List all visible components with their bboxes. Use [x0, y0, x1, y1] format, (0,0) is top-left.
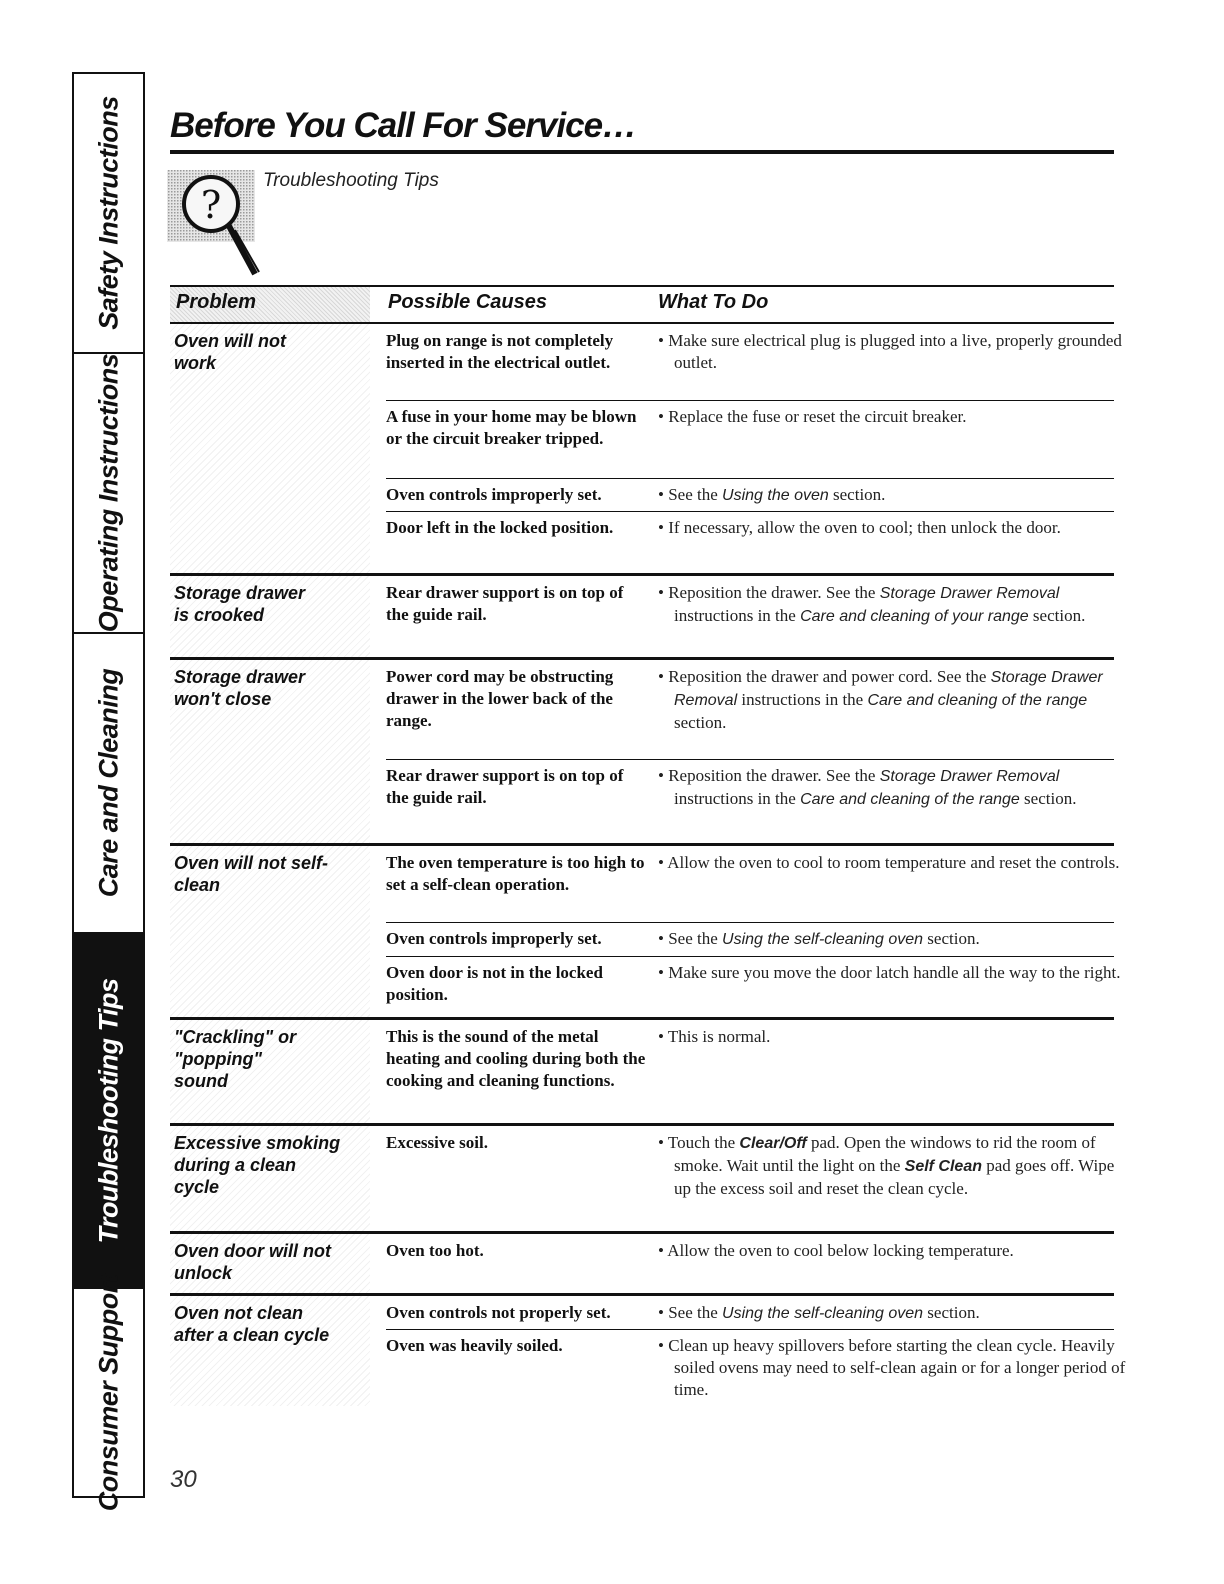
page-number: 30	[170, 1466, 197, 1493]
todo-run: Replace the fuse or reset the circuit breaker.	[668, 407, 967, 426]
todo-text: • Clean up heavy spillovers before starting the clean cycle. Heavily soiled ovens may need to self-clean again or for a longer period of time.	[658, 1336, 1126, 1399]
section-tabs	[72, 72, 145, 1511]
problem-label: Oven will not self-clean	[174, 853, 329, 895]
problem-group	[170, 324, 1122, 576]
cause-row	[386, 576, 1114, 656]
todo-run: See the	[668, 1303, 723, 1322]
cause-text: Excessive soil.	[386, 1133, 488, 1152]
control-pad-name: Clear/Off	[739, 1135, 807, 1152]
cause-text: The oven temperature is too high to set a self-clean operation.	[386, 853, 645, 894]
tab-care-and-cleaning[interactable]: Care and Cleaning	[74, 634, 143, 934]
section-reference: Storage Drawer Removal	[879, 768, 1060, 785]
tab-consumer-support[interactable]: Consumer Support	[93, 1274, 123, 1511]
svg-text:?: ?	[200, 183, 222, 227]
cause-row	[386, 660, 1114, 758]
problem-group	[170, 1234, 1114, 1296]
cause-text: This is the sound of the metal heating and cooling during both the cooking and cleaning functions.	[386, 1027, 646, 1090]
problem-group	[170, 660, 1114, 846]
todo-run: Touch the	[667, 1133, 740, 1152]
todo-run: Reposition the drawer. See the	[668, 766, 880, 785]
todo-run: instructions in the	[674, 606, 801, 625]
cause-text: Oven too hot.	[386, 1241, 484, 1260]
cause-row	[386, 400, 1114, 478]
cause-row	[386, 1020, 1114, 1122]
todo-text: • See the Using the oven section.	[658, 485, 886, 504]
todo-run: Make sure electrical plug is plugged into a live, properly grounded outlet.	[668, 331, 1122, 372]
problem-label: Storage drawer is crooked	[174, 583, 306, 625]
todo-run: section.	[674, 713, 727, 732]
todo-run: See the	[668, 929, 723, 948]
todo-text: • Touch the Clear/Off pad. Open the windows to rid the room of smoke. Wait until the light on the Self Clean pad goes off. Wipe up the excess soil and reset the clean cycle.	[658, 1133, 1115, 1198]
todo-text: • Replace the fuse or reset the circuit breaker.	[658, 407, 967, 426]
problem-group	[170, 1126, 1114, 1234]
todo-text: • Allow the oven to cool to room temperature and reset the controls.	[658, 853, 1120, 872]
todo-text: • See the Using the self-cleaning oven section.	[658, 929, 980, 948]
cause-row	[386, 759, 1114, 843]
todo-run: Clean up heavy spillovers before starting the clean cycle. Heavily soiled ovens may need to self-clean again or for a longer period of time.	[668, 1336, 1126, 1399]
section-subtitle: Troubleshooting Tips	[263, 170, 439, 191]
question-magnifier-icon	[165, 170, 265, 282]
section-reference: Care and cleaning of the range	[867, 692, 1088, 709]
todo-run: Reposition the drawer. See the	[668, 583, 880, 602]
section-reference: Storage Drawer Removal	[879, 585, 1060, 602]
cause-text: Power cord may be obstructing drawer in the lower back of the range.	[386, 667, 614, 730]
problem-label: Oven door will not unlock	[174, 1241, 331, 1283]
todo-run: section.	[1028, 606, 1086, 625]
problem-group	[170, 576, 1114, 660]
section-reference: Storage Drawer Removal	[674, 669, 1103, 709]
todo-run: section.	[923, 1303, 980, 1322]
todo-text: • See the Using the self-cleaning oven section.	[658, 1303, 980, 1322]
todo-run: section.	[1019, 789, 1077, 808]
control-pad-name: Self Clean	[904, 1158, 982, 1175]
cause-text: Rear drawer support is on top of the guide rail.	[386, 766, 624, 807]
page-title: Before You Call For Service…	[170, 106, 637, 145]
todo-run: instructions in the	[674, 789, 801, 808]
todo-run: Allow the oven to cool to room temperature and reset the controls.	[667, 853, 1120, 872]
section-reference: Care and cleaning of your range	[800, 608, 1029, 625]
todo-run: If necessary, allow the oven to cool; then unlock the door.	[668, 518, 1061, 537]
todo-text: • Make sure electrical plug is plugged into a live, properly grounded outlet.	[658, 331, 1122, 372]
tab-operating-instructions[interactable]: Operating Instructions	[74, 354, 143, 634]
cause-row	[386, 1329, 1126, 1405]
todo-run: Reposition the drawer and power cord. See the	[668, 667, 991, 686]
cause-row	[386, 478, 1114, 510]
todo-text: • Allow the oven to cool below locking temperature.	[658, 1241, 1014, 1260]
todo-run: Allow the oven to cool below locking temperature.	[667, 1241, 1014, 1260]
todo-run: instructions in the	[737, 690, 868, 709]
todo-run: This is normal.	[667, 1027, 771, 1046]
problem-label: Storage drawer won't close	[174, 667, 306, 709]
cause-row	[386, 846, 1120, 922]
column-header-todo: What To Do	[658, 291, 769, 313]
todo-run: pad. Open the windows to rid the room of smoke. Wait until the light on the	[674, 1133, 1096, 1175]
cause-text: Oven controls improperly set.	[386, 485, 602, 504]
section-reference: Using the oven	[722, 487, 829, 504]
todo-run: pad goes off. Wipe up the excess soil and reset the clean cycle.	[674, 1156, 1115, 1198]
todo-text: • This is normal.	[658, 1027, 771, 1046]
todo-text: • If necessary, allow the oven to cool; then unlock the door.	[658, 518, 1061, 537]
cause-text: Door left in the locked position.	[386, 518, 614, 537]
section-reference: Using the self-cleaning oven	[722, 931, 924, 948]
cause-text: Rear drawer support is on top of the guide rail.	[386, 583, 624, 624]
cause-row	[386, 922, 1114, 955]
cause-row	[386, 956, 1121, 1018]
todo-text: • Make sure you move the door latch handle all the way to the right.	[658, 963, 1121, 982]
cause-text: Oven controls not properly set.	[386, 1303, 611, 1322]
column-header-causes: Possible Causes	[388, 291, 547, 313]
tab-safety-instructions[interactable]: Safety Instructions	[74, 74, 143, 354]
tab-troubleshooting-tips[interactable]: Troubleshooting Tips	[74, 934, 143, 1289]
cause-text: A fuse in your home may be blown or the circuit breaker tripped.	[386, 407, 637, 448]
cause-row	[386, 511, 1114, 573]
todo-run: See the	[668, 485, 723, 504]
cause-row	[386, 1234, 1114, 1292]
todo-run: section.	[923, 929, 980, 948]
todo-run: Make sure you move the door latch handle all the way to the right.	[668, 963, 1121, 982]
todo-text: • Reposition the drawer and power cord. See the Storage Drawer Removal instructions in the Care and cleaning of the range section.	[658, 667, 1103, 732]
cause-row	[386, 1126, 1114, 1230]
problem-group	[170, 1296, 1126, 1406]
section-reference: Using the self-cleaning oven	[722, 1305, 924, 1322]
cause-row	[386, 1296, 1114, 1328]
problem-group	[170, 1020, 1114, 1126]
cause-text: Oven controls improperly set.	[386, 929, 602, 948]
todo-text: • Reposition the drawer. See the Storage Drawer Removal instructions in the Care and cleaning of the range section.	[658, 766, 1077, 808]
cause-text: Oven was heavily soiled.	[386, 1336, 563, 1355]
problem-label: Oven will not work	[174, 331, 287, 373]
todo-run: section.	[828, 485, 886, 504]
problem-label: "Crackling" or "popping" sound	[174, 1027, 297, 1091]
section-reference: Care and cleaning of the range	[800, 791, 1020, 808]
problem-group	[170, 846, 1121, 1020]
cause-text: Plug on range is not completely inserted in the electrical outlet.	[386, 331, 614, 372]
todo-text: • Reposition the drawer. See the Storage Drawer Removal instructions in the Care and cleaning of your range section.	[658, 583, 1086, 625]
title-divider	[170, 150, 1114, 154]
problem-label: Oven not clean after a clean cycle	[174, 1303, 330, 1345]
column-header-problem: Problem	[176, 291, 257, 313]
cause-text: Oven door is not in the locked position.	[386, 963, 603, 1004]
problem-label: Excessive smoking during a clean cycle	[174, 1133, 341, 1197]
cause-row	[386, 324, 1122, 400]
